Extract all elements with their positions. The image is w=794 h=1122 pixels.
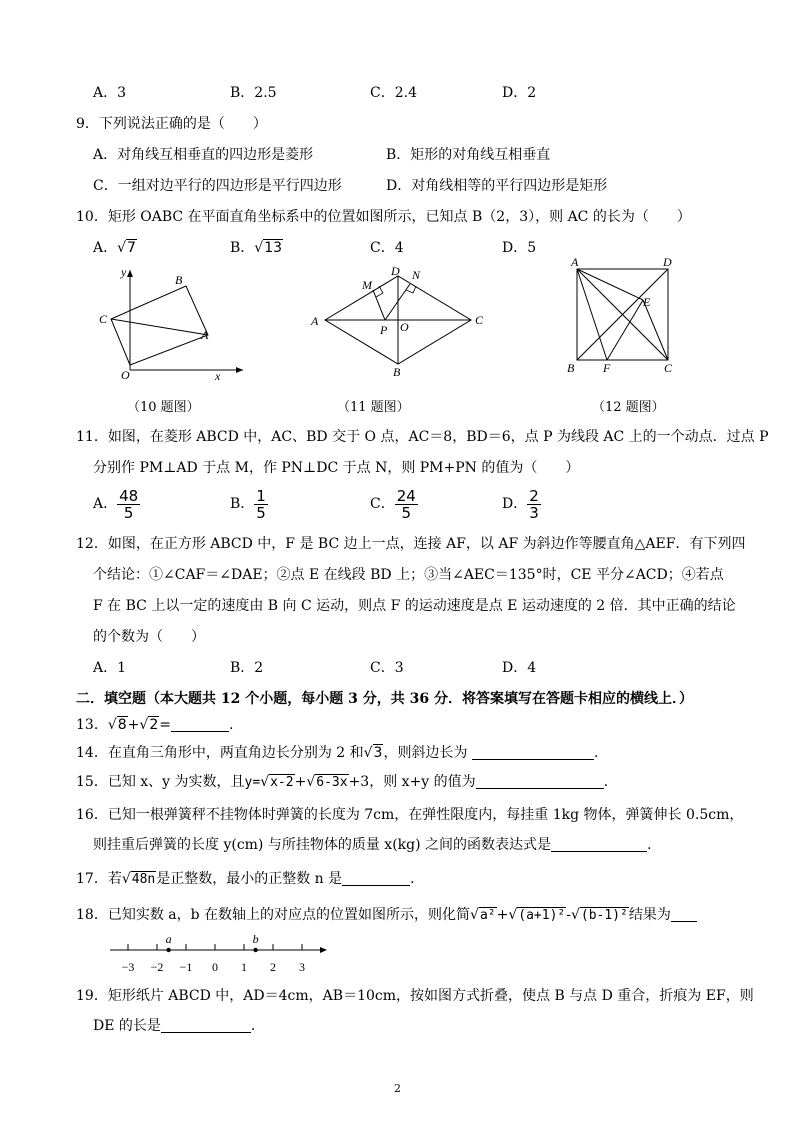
q8-option-c: C．2.4 [370, 85, 417, 101]
number-line-label-b: b [252, 932, 259, 946]
q9-option-a: A．对角线互相垂直的四边形是菱形 [93, 147, 314, 163]
q11-line2: 分别作 PM⊥AD 于点 M，作 PN⊥DC 于点 N，则 PM+PN 的值为（ ） [93, 460, 580, 476]
number-line [105, 930, 335, 978]
f10-label-c: C [99, 312, 108, 326]
f11-label-m: M [362, 278, 372, 292]
q17: 17．若√48n是正整数，最小的正整数 n 是 . [76, 871, 415, 887]
figure-12-caption: （12 题图） [592, 400, 665, 415]
q10-stem: 10．矩形 OABC 在平面直角坐标系中的位置如图所示，已知点 B（2，3），则 AC 的长为（ ） [76, 209, 691, 225]
q11-option-b: B． $\frac{1}{5}$ [230, 486, 266, 522]
f12-label-c: C [664, 361, 673, 375]
q13-answer-blank[interactable] [171, 717, 229, 732]
q9-option-c: C．一组对边平行的四边形是平行四边形 [93, 178, 342, 194]
q16-answer-blank[interactable] [551, 837, 647, 852]
q14: 14．在直角三角形中，两直角边长分别为 2 和√3，则斜边长为 . [76, 745, 599, 761]
number-line-tick-label: −3 [121, 960, 135, 974]
q14-answer-blank[interactable] [472, 745, 594, 760]
f12-label-f: F [603, 361, 611, 375]
number-line-label-a: a [165, 932, 172, 946]
figure-10 [95, 262, 245, 382]
f10-label-o: O [121, 368, 130, 382]
f11-label-a: A [311, 314, 319, 328]
q15: 15．已知 x、y 为实数，且y=√x-2+√6-3x+3，则 x+y 的值为 . [76, 774, 609, 790]
f12-label-d: D [663, 255, 672, 269]
q12-option-d: D．4 [502, 660, 537, 676]
f10-label-y: y [121, 265, 127, 279]
q13: 13．√8+√2= . [76, 717, 234, 733]
q10-option-a: A．√7 [93, 240, 136, 256]
figure-11 [305, 262, 495, 382]
q8-option-d: D．2 [502, 85, 537, 101]
number-line-tick-label: 3 [299, 960, 305, 974]
q12-line4: 的个数为（ ） [93, 629, 205, 645]
q11-option-c: C． $\frac{24}{5}$ [370, 486, 416, 522]
q10-option-b: B．√13 [230, 240, 283, 256]
q9-option-b: B．矩形的对角线互相垂直 [386, 147, 551, 163]
q12-option-b: B．2 [230, 660, 264, 676]
page-number: 2 [394, 1082, 401, 1095]
f10-label-x: x [215, 369, 221, 382]
figure-11-caption: （11 题图） [337, 400, 410, 415]
q9-option-d: D．对角线相等的平行四边形是矩形 [386, 178, 608, 194]
q16-line2: 则挂重后弹簧的长度 y(cm) 与所挂物体的质量 x(kg) 之间的函数表达式是 . [93, 837, 652, 853]
q18: 18．已知实数 a，b 在数轴上的对应点的位置如图所示，则化简√a²+√(a+1)²-√(b-1)²结果为 [76, 906, 697, 925]
f11-label-c: C [475, 313, 484, 327]
number-line-tick-label: 0 [212, 960, 218, 974]
figure-10-caption: （10 题图） [127, 400, 200, 415]
section-2-heading: 二．填空题（本大题共 12 个小题，每小题 3 分，共 36 分．将答案填写在答题卡相应的横线上．） [76, 691, 693, 707]
f10-label-b: B [175, 273, 183, 287]
q8-option-a: A．3 [93, 85, 127, 101]
q12-line1: 12．如图，在正方形 ABCD 中，F 是 BC 边上一点，连接 AF，以 AF 为斜边作等腰直角△AEF．有下列四 [76, 536, 746, 552]
q19-line2: DE 的长是 . [93, 1018, 256, 1034]
q9-stem: 9．下列说法正确的是（ ） [76, 116, 267, 132]
f11-label-n: N [412, 268, 421, 282]
f11-label-b: B [393, 365, 401, 379]
number-line-tick-label: −1 [179, 960, 193, 974]
q12-line2: 个结论：①∠CAF＝∠DAE；②点 E 在线段 BD 上；③当∠AEC＝135°时，CE 平分∠ACD；④若点 [93, 567, 724, 583]
q11-line1: 11．如图，在菱形 ABCD 中，AC、BD 交于 O 点，AC＝8，BD＝6，点 P 为线段 AC 上的一个动点．过点 P [76, 429, 769, 445]
number-line-point-b [253, 948, 257, 952]
q11-option-a: A． $\frac{48}{5}$ [93, 486, 139, 522]
f10-label-a: A [201, 328, 209, 342]
q11-option-d: D． $\frac{2}{3}$ [502, 486, 539, 522]
q19-line1: 19．矩形纸片 ABCD 中，AD＝4cm，AB＝10cm，按如图方式折叠，使点 B 与点 D 重合，折痕为 EF，则 [76, 988, 754, 1004]
f11-label-p: P [380, 323, 388, 337]
f12-label-a: A [571, 255, 579, 269]
number-line-tick-label: −2 [150, 960, 164, 974]
number-line-point-a [166, 948, 170, 952]
f11-label-d: D [391, 264, 400, 278]
number-line-tick-label: 1 [241, 960, 247, 974]
q12-option-a: A．1 [93, 660, 127, 676]
q12-option-c: C．3 [370, 660, 404, 676]
q18-answer-blank[interactable] [671, 907, 697, 922]
q12-line3: F 在 BC 上以一定的速度由 B 向 C 运动，则点 F 的运动速度是点 E 运动速度的 2 倍．其中正确的结论 [93, 598, 736, 614]
q15-answer-blank[interactable] [476, 774, 604, 789]
q8-option-b: B．2.5 [230, 85, 277, 101]
q10-option-d: D．5 [502, 240, 537, 256]
q16-line1: 16．已知一根弹簧秤不挂物体时弹簧的长度为 7cm，在弹性限度内，每挂重 1kg 物体，弹簧伸长 0.5cm， [76, 807, 744, 823]
q17-answer-blank[interactable] [342, 871, 410, 886]
f12-label-e: E [643, 295, 651, 309]
number-line-tick-label: 2 [270, 960, 276, 974]
f11-label-o: O [400, 320, 409, 334]
q19-answer-blank[interactable] [161, 1018, 251, 1033]
q10-option-c: C．4 [370, 240, 404, 256]
figure-12 [560, 254, 690, 379]
f12-label-b: B [567, 361, 575, 375]
